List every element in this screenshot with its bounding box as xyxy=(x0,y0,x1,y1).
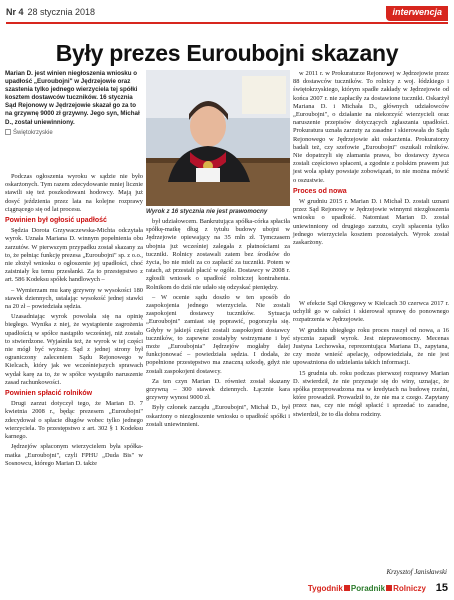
paragraph: Były członek zarządu „Euroubojni", Michał D., był oskarżony o niezgłoszenie wniosku o upadłość spółki i zostali uniewinnieni. xyxy=(146,404,290,428)
subheading: Powinien był ogłosić upadłość xyxy=(5,217,107,225)
paragraph: Za ten czyn Marian D. również został skazany grzywną – 300 stawek dziennych. Łącznie kara grzywny wynosi 9000 zł. xyxy=(146,377,290,402)
headline: Były prezes Euroubojni skazany xyxy=(55,40,399,66)
paragraph: w 2011 r. w Prokuraturze Rejonowej w Jędrzejowie przez 88 dostawców tuczników. To rolnicy z woj. łódzkiego i świętokrzyskiego, którym spadłe zakłady w Jędrzejowie od końca 2007 r. nie zapłaciły za dostawione tuczniki. Oskarżył Mariana D. i Michała D., głównych udziałowców „Euroubojni", o działanie na niekorzyść wierzycieli oraz naruszenie przepisów dotyczących zgłaszania upadłości. Prokuratura uznała zarzuty za zasadne i skierowała do Sądu Rejonowego w Jędrzejowie akt oskarżenia. Prokuratorzy badali też, czy szefowie „Euroubojni" oszukali rolników. Nie dopatrzyli się złamania prawa, bo dostawcy żywca zostali częściowo spłaceni, a zgodnie z polskim prawem już jest wola spłaty powstaje zobowiązań, to nie można mówić o oszustwie. xyxy=(293,70,449,184)
paragraph: Podczas ogłoszenia wyroku w sądzie nie było oskarżonych. Tym razem zdecydowanie mniej licznie stawili się też poszkodowani hodowcy. Mają już dosyć jeździenia przez lata na kolejne rozprawy ciągnącego się od lat procesu. xyxy=(5,173,143,213)
paragraph: W efekcie Sąd Okręgowy w Kielcach 30 czerwca 2017 r. uchylił go w całości i skierował sprawę do ponownego rozpatrzenia w Jędrzejowie. xyxy=(293,300,449,324)
subheading: Powinien spłacić rolników xyxy=(5,390,93,398)
checkbox-icon xyxy=(5,129,11,135)
lead-paragraph xyxy=(5,70,143,137)
paragraph: W grudniu 2015 r. Marian D. i Michał D. zostali uznani przez Sąd Rejonowy w Jędrzejowie winnymi niezgłoszenia wniosku o upadłość. Natomiast Marian D. został uniewinniony od drugiego zarzutu, czyli spłacenia tylko jednego wierzyciela kosztem pozostałych. Wyrok został zaskarżony. xyxy=(293,198,449,247)
paragraph: był udziałowcem. Bankrutująca spółka-córka spłaciła spółkę-matkę dług z tytułu budowy ubojni w Jędrzejowie opiewający na 35 mln zł. Tymczasem ubojnia już wcześniej zalegała z płatnościami za tuczniki. Rolnicy zostawali zatem bez środków do życia, bo nie mieli za co zapłacić za tuczniki. Potem w ratach, aż przestali płacić w ogóle. Dostawcy w 2008 r. zgłosili wniosek o upadłość rolniczej kontrahenta. Rolnikom do dziś nie udało się odzyskać pieniędzy. xyxy=(146,218,290,291)
column-1 xyxy=(5,173,143,470)
author-byline: Krzysztof Janisławski xyxy=(386,568,447,576)
issue-number: Nr 4 xyxy=(6,7,24,17)
brand-square-icon xyxy=(344,585,350,591)
page-footer xyxy=(6,582,448,596)
page-number: 15 xyxy=(435,582,448,594)
paragraph: W grudniu ubiegłego roku proces ruszył od nowa, a 16 stycznia zapadł wyrok. Jest nieprawomocny. Mecenas Justyna Lechowska, reprezentująca Mariana D., zapytana, czy może wnieść apelację, odpowiedziała, że nie jest upoważniona do udzielania takich informacji. xyxy=(293,326,449,367)
paragraph: 15 grudnia ub. roku podczas pierwszej rozprawy Marian D. stwierdził, że nie przyznaje się do winy, uznając, że spółka przeprowadzona ma w kredytach na budowę rzeźni, które prowadził. Prowadził to, że nie ma z czego. Zapytany przez nas, czy nie mógł spłacić i sprzedać to zaradne, stwierdził, że to dla dobra rodziny. xyxy=(293,369,449,418)
column-3 xyxy=(293,70,449,249)
header-rule xyxy=(6,22,448,24)
paragraph: – W ocenie sądu doszło w ten sposób do zaspokojenia jednego wierzyciela. Nie zostali zaspokojeni dostawcy tuczników. Sytuacja „Euroubojni" zamiast się poprawić, pogorszyła się. Gdyby w jakiejś części zostali zaspokojeni dostawcy tuczników, to zapewne zostałyby wstrzymane i być może „Euroubojnia" Jędrzejów mogłaby dalej funkcjonować – powiedziała sędzia. I dodała, że popełnione przestępstwo ma znaczną szkodę, gdyż nie zostali zaspokojeni dostawcy. xyxy=(146,293,290,375)
courtroom-photo-illustration xyxy=(146,70,290,206)
issue-date: 28 stycznia 2018 xyxy=(27,7,96,17)
paragraph: – Wymierzam mu karę grzywny w wysokości 180 stawek dziennych, ustalając wysokość jednej stawki na 20 zł – powiedziała sędzia. xyxy=(5,286,143,311)
paragraph: Drugi zarzut dotyczył tego, że Marian D. 7 kwietnia 2008 r., będąc prezesem „Euroubojni" zdecydował o spłacie długów wobec tylko jednego wierzyciela. To przestępstwo z art. 302 § 1 Kodeksu karnego. xyxy=(5,400,143,441)
brand-square-icon xyxy=(386,585,392,591)
main-photo xyxy=(146,70,290,206)
brand-part-2: Poradnik xyxy=(350,584,386,593)
region-tag xyxy=(5,129,143,137)
page-header xyxy=(6,6,448,22)
column-2 xyxy=(146,218,290,431)
brand-part-3: Rolniczy xyxy=(393,584,426,593)
paragraph: Sędzia Dorota Grzywaczewska-Michta odczytała wyrok. Uznała Mariana D. winnym popełnienia obu zarzutów. W pierwszym przypadku został skazany za to, że pełniąc funkcję prezesa „Euroubojni" sp. z o.o., nie złożył wniosku o ogłoszenie jej upadłości, choć zaistniały ku temu przesłanki. Za to przestępstwo z art. 586 Kodeksu spółek handlowych – xyxy=(5,227,143,284)
issue-info xyxy=(6,7,95,17)
subheading: Proces od nowa xyxy=(293,187,347,195)
lead-text: Marian D. jest winien niegłoszenia wniosku o upadłość „Euroubojni" w Jędrzejowie oraz szastenia tylko jednego wierzyciela tej spółki kosztem dostawców tuczników. 16 stycznia Sąd Rejonowy w Jędrzejowie skazał go za to na grzywnę 9000 zł grzywny. Jego syn, Michał D., został uniewinniony. xyxy=(5,70,140,126)
paragraph: Uzasadniając wyrok powołała się na opinię biegłego. Wynika z niej, że wystąpienie zagrożenia upadłością w spółce nastąpiło wcześniej, niż zostało to stwierdzone. Wyjaśniła też, że wyrok w tej części nie mógł być wyższy. Sąd z jednej strony był ograniczony zaleceniem Sądu Rejonowego w Kielcach, który jak we wcześniejszych sprawach wydał karę za to, że w spółce wystąpiło naruszenie zasad rachunkowości. xyxy=(5,313,143,386)
region-tag-label: Świętokrzyskie xyxy=(13,129,53,136)
photo-caption: Wyrok z 16 stycznia nie jest prawomocny xyxy=(146,208,268,215)
brand-part-1: Tygodnik xyxy=(307,584,343,593)
column-4 xyxy=(293,300,449,421)
section-tag: interwencja xyxy=(386,6,448,21)
paragraph: Jędrzejów spłaconym wierzycielem była spółka-matka „Euroubojni", czyli FPHU „Duda Bis" w Sosnowcu, którego Marian D. także xyxy=(5,443,143,467)
publication-brand xyxy=(308,584,426,593)
